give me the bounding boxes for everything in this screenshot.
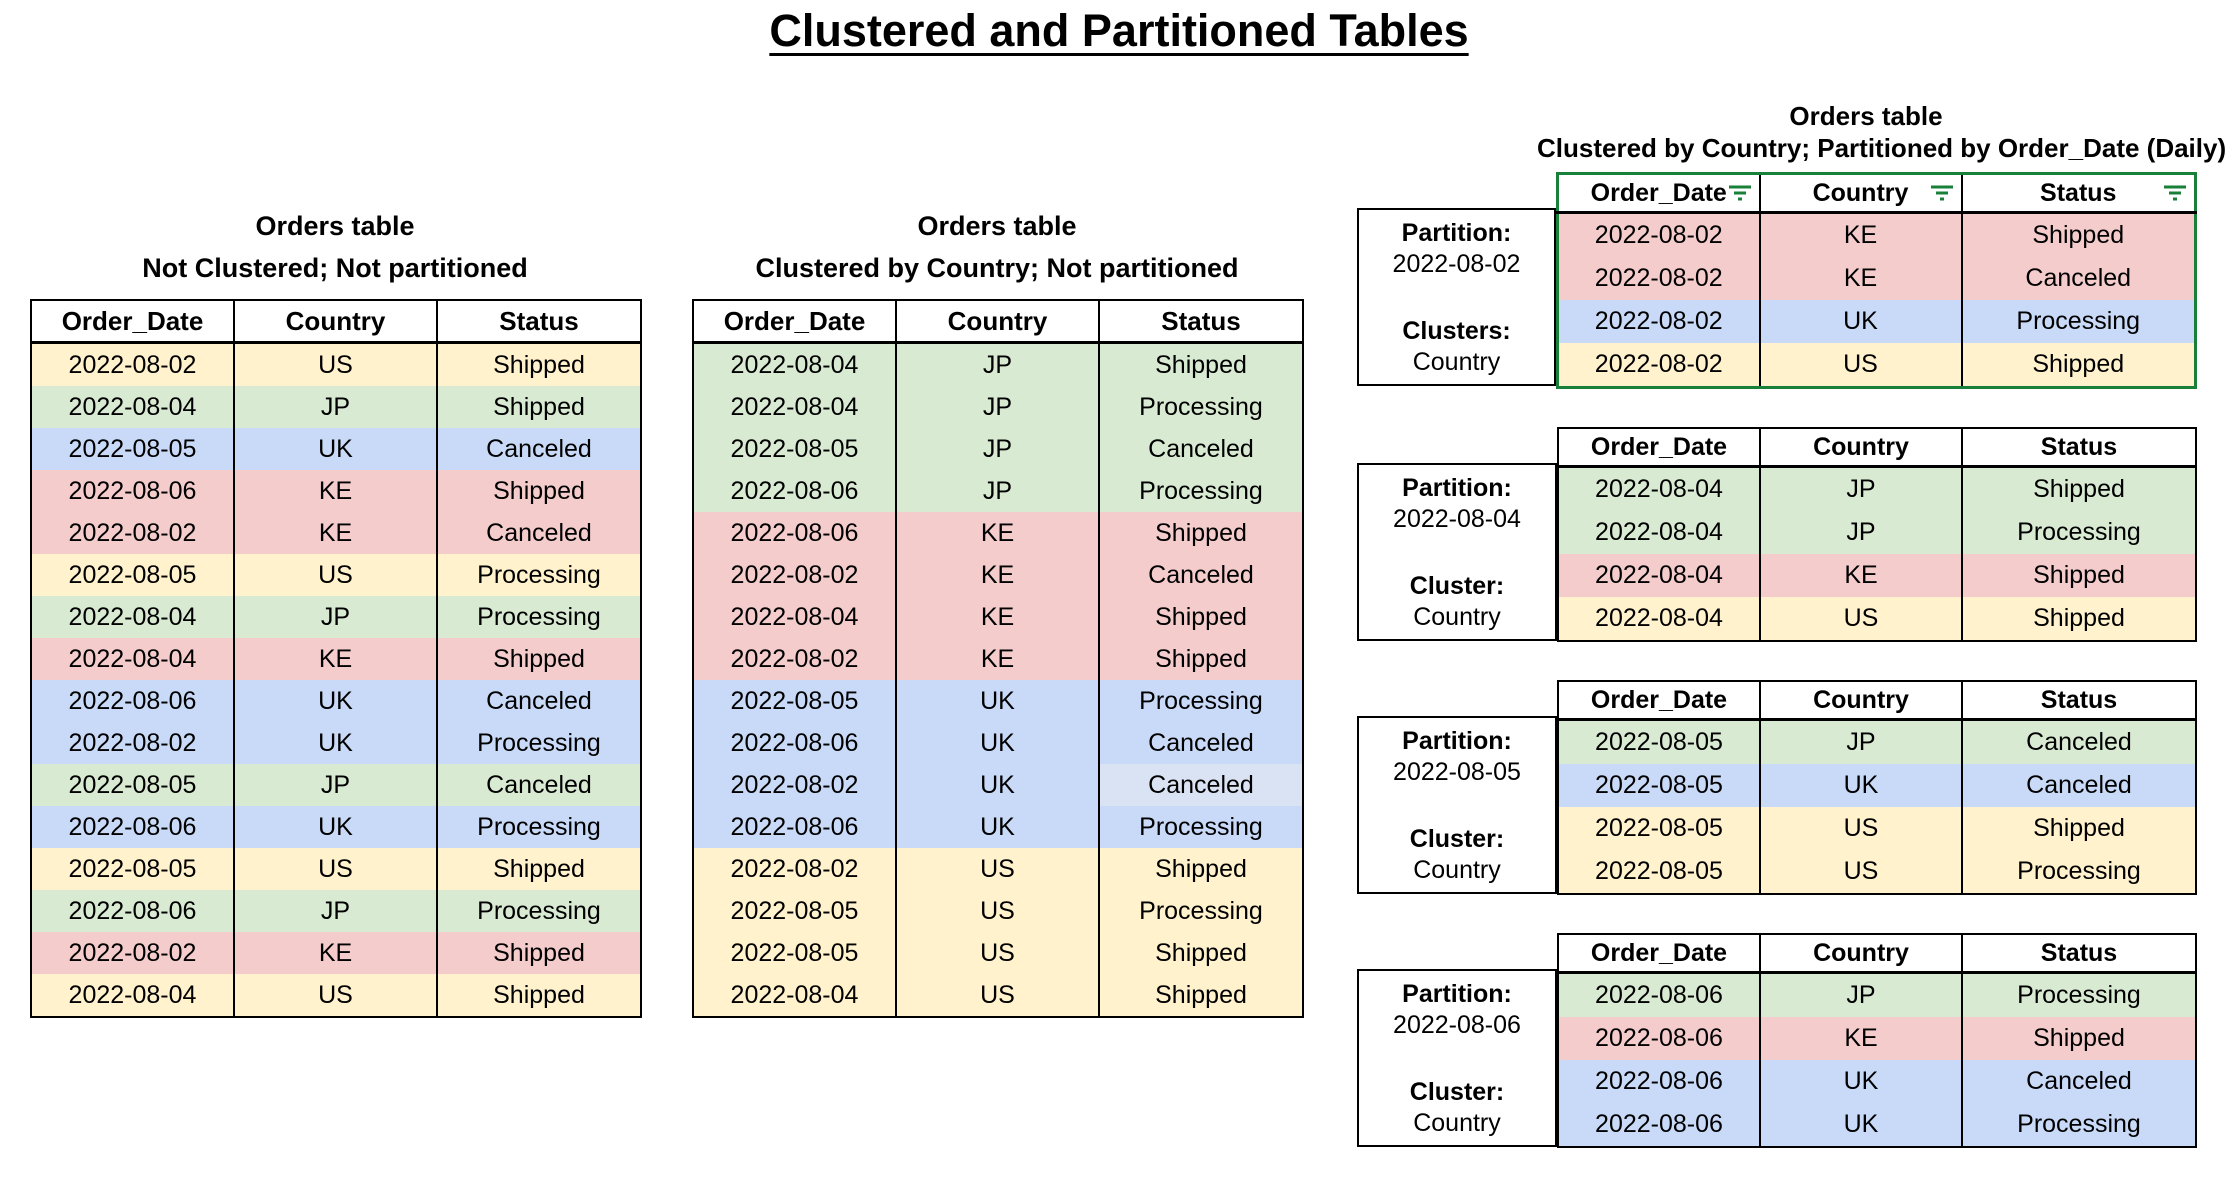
order-date-cell: 2022-08-04 (693, 343, 896, 387)
country-cell: US (234, 848, 437, 890)
order-date-cell: 2022-08-05 (31, 554, 234, 596)
cluster-label-group (1361, 571, 1553, 633)
country-cell: UK (1760, 1103, 1962, 1147)
status-cell: Canceled (1962, 764, 2196, 807)
table-row (693, 932, 1303, 974)
partition-label: Partition: (1401, 219, 1512, 247)
table-header (1558, 934, 2196, 973)
left-table-caption: Orders table (255, 211, 415, 241)
table-row (31, 680, 641, 722)
table-row (31, 428, 641, 470)
middle-table-body (693, 343, 1303, 1018)
status-cell: Shipped (437, 932, 641, 974)
status-cell: Canceled (437, 512, 641, 554)
order-date-cell: 2022-08-05 (693, 890, 896, 932)
partition-table-body (1558, 973, 2196, 1148)
column-header-order-date: Order_Date (1590, 432, 1728, 461)
order-date-cell: 2022-08-05 (693, 428, 896, 470)
status-cell: Processing (1099, 890, 1303, 932)
order-date-cell: 2022-08-04 (1558, 554, 1760, 597)
filter-icon (1930, 185, 1954, 202)
status-cell: Shipped (1099, 848, 1303, 890)
section-clustered (692, 205, 1302, 1018)
cluster-label-group (1361, 824, 1553, 886)
country-cell: JP (896, 343, 1099, 387)
partition-label-group (1361, 726, 1553, 788)
cluster-label: Clusters: (1402, 317, 1511, 345)
table-row (31, 890, 641, 932)
status-cell: Shipped (1962, 213, 2196, 258)
country-cell: US (234, 974, 437, 1017)
status-cell: Shipped (1099, 932, 1303, 974)
table-header (1558, 681, 2196, 720)
order-date-cell: 2022-08-02 (31, 932, 234, 974)
country-cell: JP (896, 470, 1099, 512)
country-cell: KE (896, 638, 1099, 680)
table-row (1558, 1060, 2196, 1103)
order-date-cell: 2022-08-05 (1558, 850, 1760, 894)
country-cell: JP (896, 428, 1099, 470)
column-header-country: Country (1760, 934, 1962, 973)
order-date-cell: 2022-08-06 (693, 806, 896, 848)
table-row (31, 343, 641, 387)
country-cell: UK (234, 680, 437, 722)
country-cell: KE (1760, 1017, 1962, 1060)
table-row (693, 638, 1303, 680)
partition-tables (1357, 172, 2197, 1148)
cluster-value: Country (1412, 348, 1501, 376)
order-date-cell: 2022-08-05 (1558, 764, 1760, 807)
country-cell: UK (896, 680, 1099, 722)
partition-block (1357, 933, 2197, 1148)
partition-orders-table (1556, 172, 2197, 389)
partition-label: Partition: (1402, 980, 1512, 1008)
country-cell: UK (234, 806, 437, 848)
status-cell: Canceled (1099, 554, 1303, 596)
column-header-status: Status (437, 300, 641, 343)
status-cell: Processing (1099, 386, 1303, 428)
order-date-cell: 2022-08-05 (693, 680, 896, 722)
order-date-cell: 2022-08-02 (1558, 343, 1760, 388)
table-row (1558, 467, 2196, 512)
partition-value: 2022-08-05 (1393, 758, 1521, 786)
order-date-cell: 2022-08-06 (693, 512, 896, 554)
country-cell: KE (234, 512, 437, 554)
order-date-cell: 2022-08-04 (1558, 597, 1760, 641)
country-cell: JP (1760, 720, 1962, 765)
table-row (1558, 850, 2196, 894)
partition-table-body (1558, 467, 2196, 642)
status-cell: Shipped (1962, 343, 2196, 388)
order-date-cell: 2022-08-02 (693, 638, 896, 680)
cluster-label: Cluster: (1409, 1078, 1505, 1106)
table-row (31, 554, 641, 596)
country-cell: KE (1760, 213, 1962, 258)
table-row (31, 638, 641, 680)
table-row (1558, 300, 2196, 343)
table-row (693, 554, 1303, 596)
country-cell: JP (1760, 973, 1962, 1018)
table-row (1558, 257, 2196, 300)
status-cell: Processing (437, 554, 641, 596)
order-date-cell: 2022-08-05 (1558, 720, 1760, 765)
partition-label-group (1361, 473, 1553, 535)
status-cell: Canceled (1962, 257, 2196, 300)
partition-block (1357, 427, 2197, 642)
country-cell: US (896, 890, 1099, 932)
status-cell: Canceled (1099, 428, 1303, 470)
partition-orders-table (1557, 427, 2197, 642)
table-row (31, 512, 641, 554)
right-table-subcaption: Clustered by Country; Partitioned by Order_Date (Daily) (1537, 133, 2227, 163)
country-cell: KE (234, 470, 437, 512)
country-cell: US (1760, 850, 1962, 894)
column-header-status: Status (1962, 934, 2196, 973)
order-date-cell: 2022-08-06 (31, 890, 234, 932)
order-date-cell: 2022-08-02 (693, 554, 896, 596)
country-cell: KE (1760, 257, 1962, 300)
order-date-cell: 2022-08-04 (1558, 511, 1760, 554)
order-date-cell: 2022-08-04 (693, 974, 896, 1017)
order-date-cell: 2022-08-04 (693, 386, 896, 428)
country-cell: US (896, 848, 1099, 890)
column-header-country: Country (1760, 428, 1962, 467)
status-cell: Processing (1962, 850, 2196, 894)
partition-orders-table (1557, 680, 2197, 895)
table-header (693, 300, 1303, 343)
table-row (1558, 343, 2196, 388)
orders-table-not-clustered (30, 299, 642, 1018)
order-date-cell: 2022-08-02 (1558, 300, 1760, 343)
country-cell: UK (1760, 300, 1962, 343)
table-header (1558, 428, 2196, 467)
order-date-cell: 2022-08-02 (31, 512, 234, 554)
order-date-cell: 2022-08-05 (31, 764, 234, 806)
partition-label-box (1357, 208, 1556, 386)
filter-icon (2163, 185, 2187, 202)
status-cell: Shipped (437, 470, 641, 512)
header-row (1558, 934, 2196, 973)
column-header-country: Country (1760, 681, 1962, 720)
order-date-cell: 2022-08-02 (1558, 213, 1760, 258)
country-cell: US (1760, 597, 1962, 641)
status-cell: Shipped (437, 974, 641, 1017)
partition-label-box (1357, 463, 1557, 641)
order-date-cell: 2022-08-04 (31, 638, 234, 680)
column-header-status: Status (1962, 428, 2196, 467)
cluster-label-group (1361, 1077, 1553, 1139)
table-row (693, 512, 1303, 554)
table-row (693, 848, 1303, 890)
status-cell: Shipped (1099, 638, 1303, 680)
header-row (1558, 681, 2196, 720)
order-date-cell: 2022-08-06 (31, 470, 234, 512)
table-row (693, 343, 1303, 387)
country-cell: KE (234, 932, 437, 974)
table-row (31, 596, 641, 638)
status-cell: Shipped (1099, 512, 1303, 554)
country-cell: US (234, 554, 437, 596)
column-header-order-date: Order_Date (1590, 685, 1728, 714)
page-title: Clustered and Partitioned Tables (769, 5, 1469, 56)
partition-block (1357, 172, 2197, 389)
country-cell: UK (896, 722, 1099, 764)
order-date-cell: 2022-08-04 (31, 386, 234, 428)
status-cell: Canceled (1962, 1060, 2196, 1103)
table-row (31, 764, 641, 806)
partition-label: Partition: (1402, 727, 1512, 755)
column-header-country: Country (896, 300, 1099, 343)
country-cell: UK (1760, 1060, 1962, 1103)
status-cell: Processing (1962, 973, 2196, 1018)
table-header (1558, 174, 2196, 213)
order-date-cell: 2022-08-05 (693, 932, 896, 974)
status-cell: Shipped (1099, 596, 1303, 638)
middle-table-caption: Orders table (917, 211, 1077, 241)
country-cell: JP (1760, 511, 1962, 554)
table-row (693, 890, 1303, 932)
order-date-cell: 2022-08-06 (31, 680, 234, 722)
order-date-cell: 2022-08-06 (1558, 1017, 1760, 1060)
table-row (693, 722, 1303, 764)
cluster-value: Country (1413, 1109, 1501, 1137)
status-cell: Canceled (437, 428, 641, 470)
country-cell: US (1760, 343, 1962, 388)
table-row (31, 932, 641, 974)
order-date-cell: 2022-08-06 (693, 722, 896, 764)
header-row (1558, 428, 2196, 467)
table-row (1558, 511, 2196, 554)
table-row (1558, 213, 2196, 258)
orders-table-clustered (692, 299, 1304, 1018)
country-cell: UK (234, 428, 437, 470)
partition-block (1357, 680, 2197, 895)
country-cell: UK (896, 764, 1099, 806)
table-row (693, 428, 1303, 470)
table-header (31, 300, 641, 343)
cluster-label: Cluster: (1409, 572, 1505, 600)
status-cell: Processing (1962, 1103, 2196, 1147)
status-cell: Shipped (437, 343, 641, 387)
table-row (693, 764, 1303, 806)
status-cell: Shipped (1099, 343, 1303, 387)
country-cell: US (896, 932, 1099, 974)
country-cell: JP (234, 386, 437, 428)
status-cell: Processing (1962, 300, 2196, 343)
status-cell: Processing (437, 722, 641, 764)
right-table-caption: Orders table (1789, 101, 1943, 131)
table-row (31, 722, 641, 764)
status-cell: Shipped (437, 638, 641, 680)
status-cell: Processing (437, 806, 641, 848)
order-date-cell: 2022-08-04 (693, 596, 896, 638)
order-date-cell: 2022-08-05 (31, 428, 234, 470)
status-cell: Canceled (437, 680, 641, 722)
table-row (31, 974, 641, 1017)
column-header-status: Status (1962, 174, 2196, 213)
table-row (1558, 1017, 2196, 1060)
status-cell: Processing (1099, 680, 1303, 722)
status-cell: Shipped (1962, 554, 2196, 597)
partition-value: 2022-08-06 (1393, 1011, 1521, 1039)
order-date-cell: 2022-08-02 (693, 848, 896, 890)
status-cell: Shipped (1962, 597, 2196, 641)
table-row (1558, 764, 2196, 807)
status-cell: Shipped (1962, 467, 2196, 512)
status-cell: Processing (1962, 511, 2196, 554)
country-cell: US (1760, 807, 1962, 850)
status-cell: Shipped (1962, 807, 2196, 850)
table-row (693, 680, 1303, 722)
status-cell: Canceled (1099, 764, 1303, 806)
order-date-cell: 2022-08-06 (1558, 1060, 1760, 1103)
table-row (693, 470, 1303, 512)
status-cell: Processing (437, 890, 641, 932)
partition-value: 2022-08-04 (1393, 505, 1521, 533)
country-cell: US (234, 343, 437, 387)
partition-table-body (1558, 720, 2196, 895)
country-cell: KE (1760, 554, 1962, 597)
column-header-order-date: Order_Date (1590, 938, 1728, 967)
order-date-cell: 2022-08-04 (31, 974, 234, 1017)
order-date-cell: 2022-08-06 (1558, 1103, 1760, 1147)
table-row (31, 386, 641, 428)
header-row (693, 300, 1303, 343)
table-row (693, 806, 1303, 848)
country-cell: JP (234, 764, 437, 806)
order-date-cell: 2022-08-05 (31, 848, 234, 890)
country-cell: JP (234, 596, 437, 638)
country-cell: UK (234, 722, 437, 764)
table-row (31, 848, 641, 890)
status-cell: Shipped (1962, 1017, 2196, 1060)
cluster-label-group (1361, 316, 1552, 378)
status-cell: Processing (1099, 806, 1303, 848)
partition-table-body (1558, 213, 2196, 388)
country-cell: UK (896, 806, 1099, 848)
partition-value: 2022-08-02 (1392, 250, 1521, 278)
partition-label: Partition: (1402, 474, 1512, 502)
filter-icon (1728, 185, 1752, 202)
country-cell: JP (234, 890, 437, 932)
partition-label-box (1357, 716, 1557, 894)
cluster-label: Cluster: (1409, 825, 1505, 853)
column-header-order-date: Order_Date (1558, 174, 1760, 213)
table-row (693, 596, 1303, 638)
column-header-status: Status (1962, 681, 2196, 720)
table-row (1558, 973, 2196, 1018)
column-header-country: Country (234, 300, 437, 343)
order-date-cell: 2022-08-02 (31, 722, 234, 764)
table-row (1558, 1103, 2196, 1147)
status-cell: Shipped (437, 386, 641, 428)
table-row (31, 470, 641, 512)
table-row (693, 974, 1303, 1017)
middle-table-subcaption: Clustered by Country; Not partitioned (755, 253, 1239, 283)
right-captions (1537, 100, 2227, 164)
partition-label-group (1361, 979, 1553, 1041)
table-row (1558, 720, 2196, 765)
column-header-order-date: Order_Date (723, 305, 866, 336)
column-header-status: Status (1099, 300, 1303, 343)
status-cell: Shipped (437, 848, 641, 890)
section-clustered-partitioned (1357, 100, 2227, 1148)
left-table-subcaption: Not Clustered; Not partitioned (142, 253, 528, 283)
order-date-cell: 2022-08-06 (1558, 973, 1760, 1018)
partition-label-box (1357, 969, 1557, 1147)
order-date-cell: 2022-08-02 (31, 343, 234, 387)
order-date-cell: 2022-08-02 (693, 764, 896, 806)
left-table-body (31, 343, 641, 1018)
table-row (693, 386, 1303, 428)
column-header-order-date: Order_Date (61, 305, 204, 336)
header-row (1558, 174, 2196, 213)
table-row (1558, 554, 2196, 597)
country-cell: KE (896, 512, 1099, 554)
table-row (1558, 597, 2196, 641)
status-cell: Canceled (437, 764, 641, 806)
status-cell: Canceled (1962, 720, 2196, 765)
country-cell: KE (896, 554, 1099, 596)
status-cell: Canceled (1099, 722, 1303, 764)
status-cell: Shipped (1099, 974, 1303, 1017)
status-cell: Processing (437, 596, 641, 638)
cluster-value: Country (1413, 603, 1501, 631)
country-cell: US (896, 974, 1099, 1017)
cluster-value: Country (1413, 856, 1501, 884)
order-date-cell: 2022-08-06 (31, 806, 234, 848)
order-date-cell: 2022-08-02 (1558, 257, 1760, 300)
country-cell: UK (1760, 764, 1962, 807)
column-header-country: Country (1760, 174, 1962, 213)
status-cell: Processing (1099, 470, 1303, 512)
country-cell: JP (896, 386, 1099, 428)
country-cell: JP (1760, 467, 1962, 512)
order-date-cell: 2022-08-04 (31, 596, 234, 638)
country-cell: KE (896, 596, 1099, 638)
country-cell: KE (234, 638, 437, 680)
order-date-cell: 2022-08-04 (1558, 467, 1760, 512)
table-row (1558, 807, 2196, 850)
order-date-cell: 2022-08-05 (1558, 807, 1760, 850)
section-not-clustered (30, 205, 640, 1018)
table-row (31, 806, 641, 848)
order-date-cell: 2022-08-06 (693, 470, 896, 512)
header-row (31, 300, 641, 343)
partition-label-group (1361, 218, 1552, 280)
partition-orders-table (1557, 933, 2197, 1148)
